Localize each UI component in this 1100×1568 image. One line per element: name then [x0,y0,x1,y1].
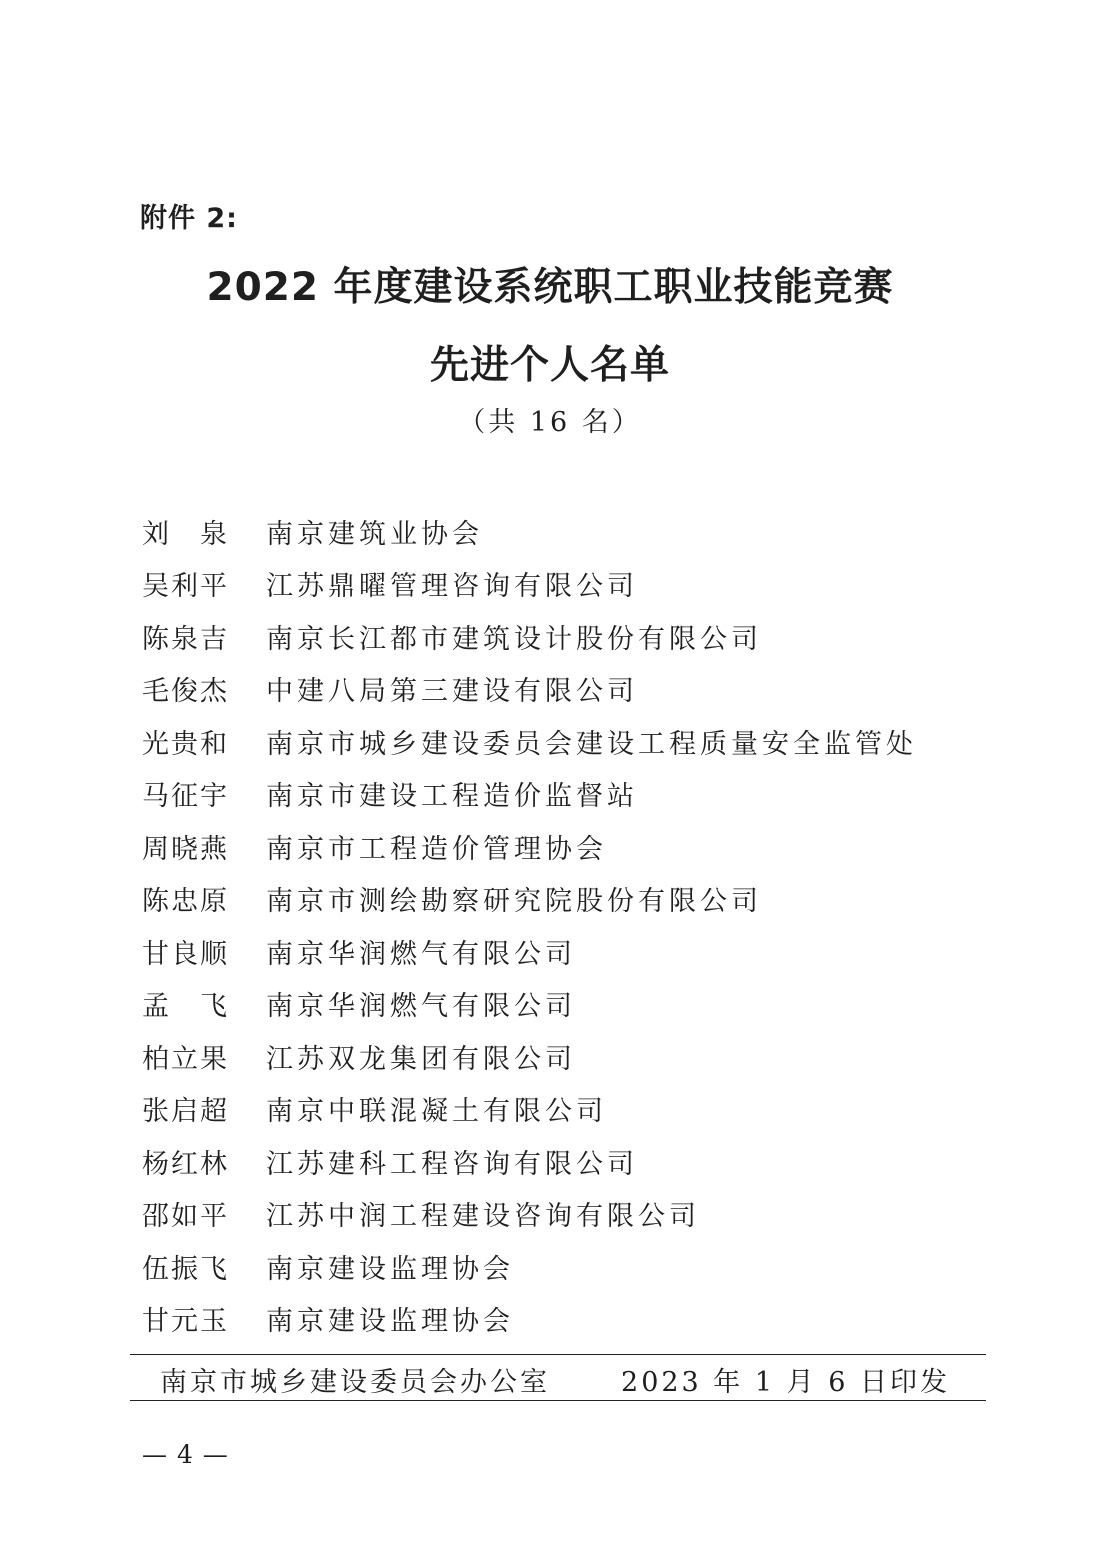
person-name: 刘 泉 [142,518,229,550]
organization-name: 南京市工程造价管理协会 [266,833,607,865]
footer-bottom-rule [130,1400,986,1401]
person-name: 吴利平 [142,571,229,603]
person-name: 柏立果 [142,1043,229,1075]
person-name: 陈泉吉 [142,623,229,655]
list-item [142,768,1002,821]
organization-name: 江苏鼎曜管理咨询有限公司 [266,571,638,603]
person-name: 甘元玉 [142,1306,229,1338]
list-item [142,873,1002,926]
list-item [142,505,1002,558]
issuer-name: 南京市城乡建设委员会办公室 [160,1367,550,1398]
roster-list [142,505,1002,1345]
list-item [142,663,1002,716]
person-name: 甘良顺 [142,938,229,970]
organization-name: 南京市城乡建设委员会建设工程质量安全监管处 [266,728,917,760]
document-title-line-1: 2022 年度建设系统职工职业技能竞赛 [206,265,894,310]
person-name: 毛俊杰 [142,676,229,708]
list-item [142,1188,1002,1241]
attachment-label: 附件 2: [140,203,238,234]
organization-name: 南京中联混凝土有限公司 [266,1096,607,1128]
organization-name: 南京建筑业协会 [266,518,483,550]
person-name: 杨红林 [142,1148,229,1180]
organization-name: 南京建设监理协会 [266,1253,514,1285]
person-name: 陈忠原 [142,886,229,918]
footer-top-rule [130,1354,986,1355]
organization-name: 南京华润燃气有限公司 [266,938,576,970]
organization-name: 中建八局第三建设有限公司 [266,676,638,708]
document-title-line-2: 先进个人名单 [429,343,670,388]
person-name: 周晓燕 [142,833,229,865]
organization-name: 南京华润燃气有限公司 [266,991,576,1023]
organization-name: 南京长江都市建筑设计股份有限公司 [266,623,762,655]
issue-date: 2023 年 1 月 6 日印发 [621,1367,950,1398]
organization-name: 江苏双龙集团有限公司 [266,1043,576,1075]
organization-name: 南京市测绘勘察研究院股份有限公司 [266,886,762,918]
count-note: （共 16 名） [458,407,642,438]
list-item [142,978,1002,1031]
organization-name: 江苏中润工程建设咨询有限公司 [266,1201,700,1233]
organization-name: 南京市建设工程造价监督站 [266,781,638,813]
list-item [142,820,1002,873]
list-item [142,1135,1002,1188]
list-item [142,1083,1002,1136]
list-item [142,1030,1002,1083]
list-item [142,715,1002,768]
list-item [142,925,1002,978]
list-item [142,1240,1002,1293]
person-name: 马征宇 [142,781,229,813]
person-name: 张启超 [142,1096,229,1128]
organization-name: 江苏建科工程咨询有限公司 [266,1148,638,1180]
person-name: 光贵和 [142,728,229,760]
organization-name: 南京建设监理协会 [266,1306,514,1338]
list-item [142,558,1002,611]
page-number: — 4 — [142,1440,229,1469]
person-name: 伍振飞 [142,1253,229,1285]
list-item [142,1293,1002,1346]
list-item [142,610,1002,663]
person-name: 孟 飞 [142,991,229,1023]
person-name: 邵如平 [142,1201,229,1233]
